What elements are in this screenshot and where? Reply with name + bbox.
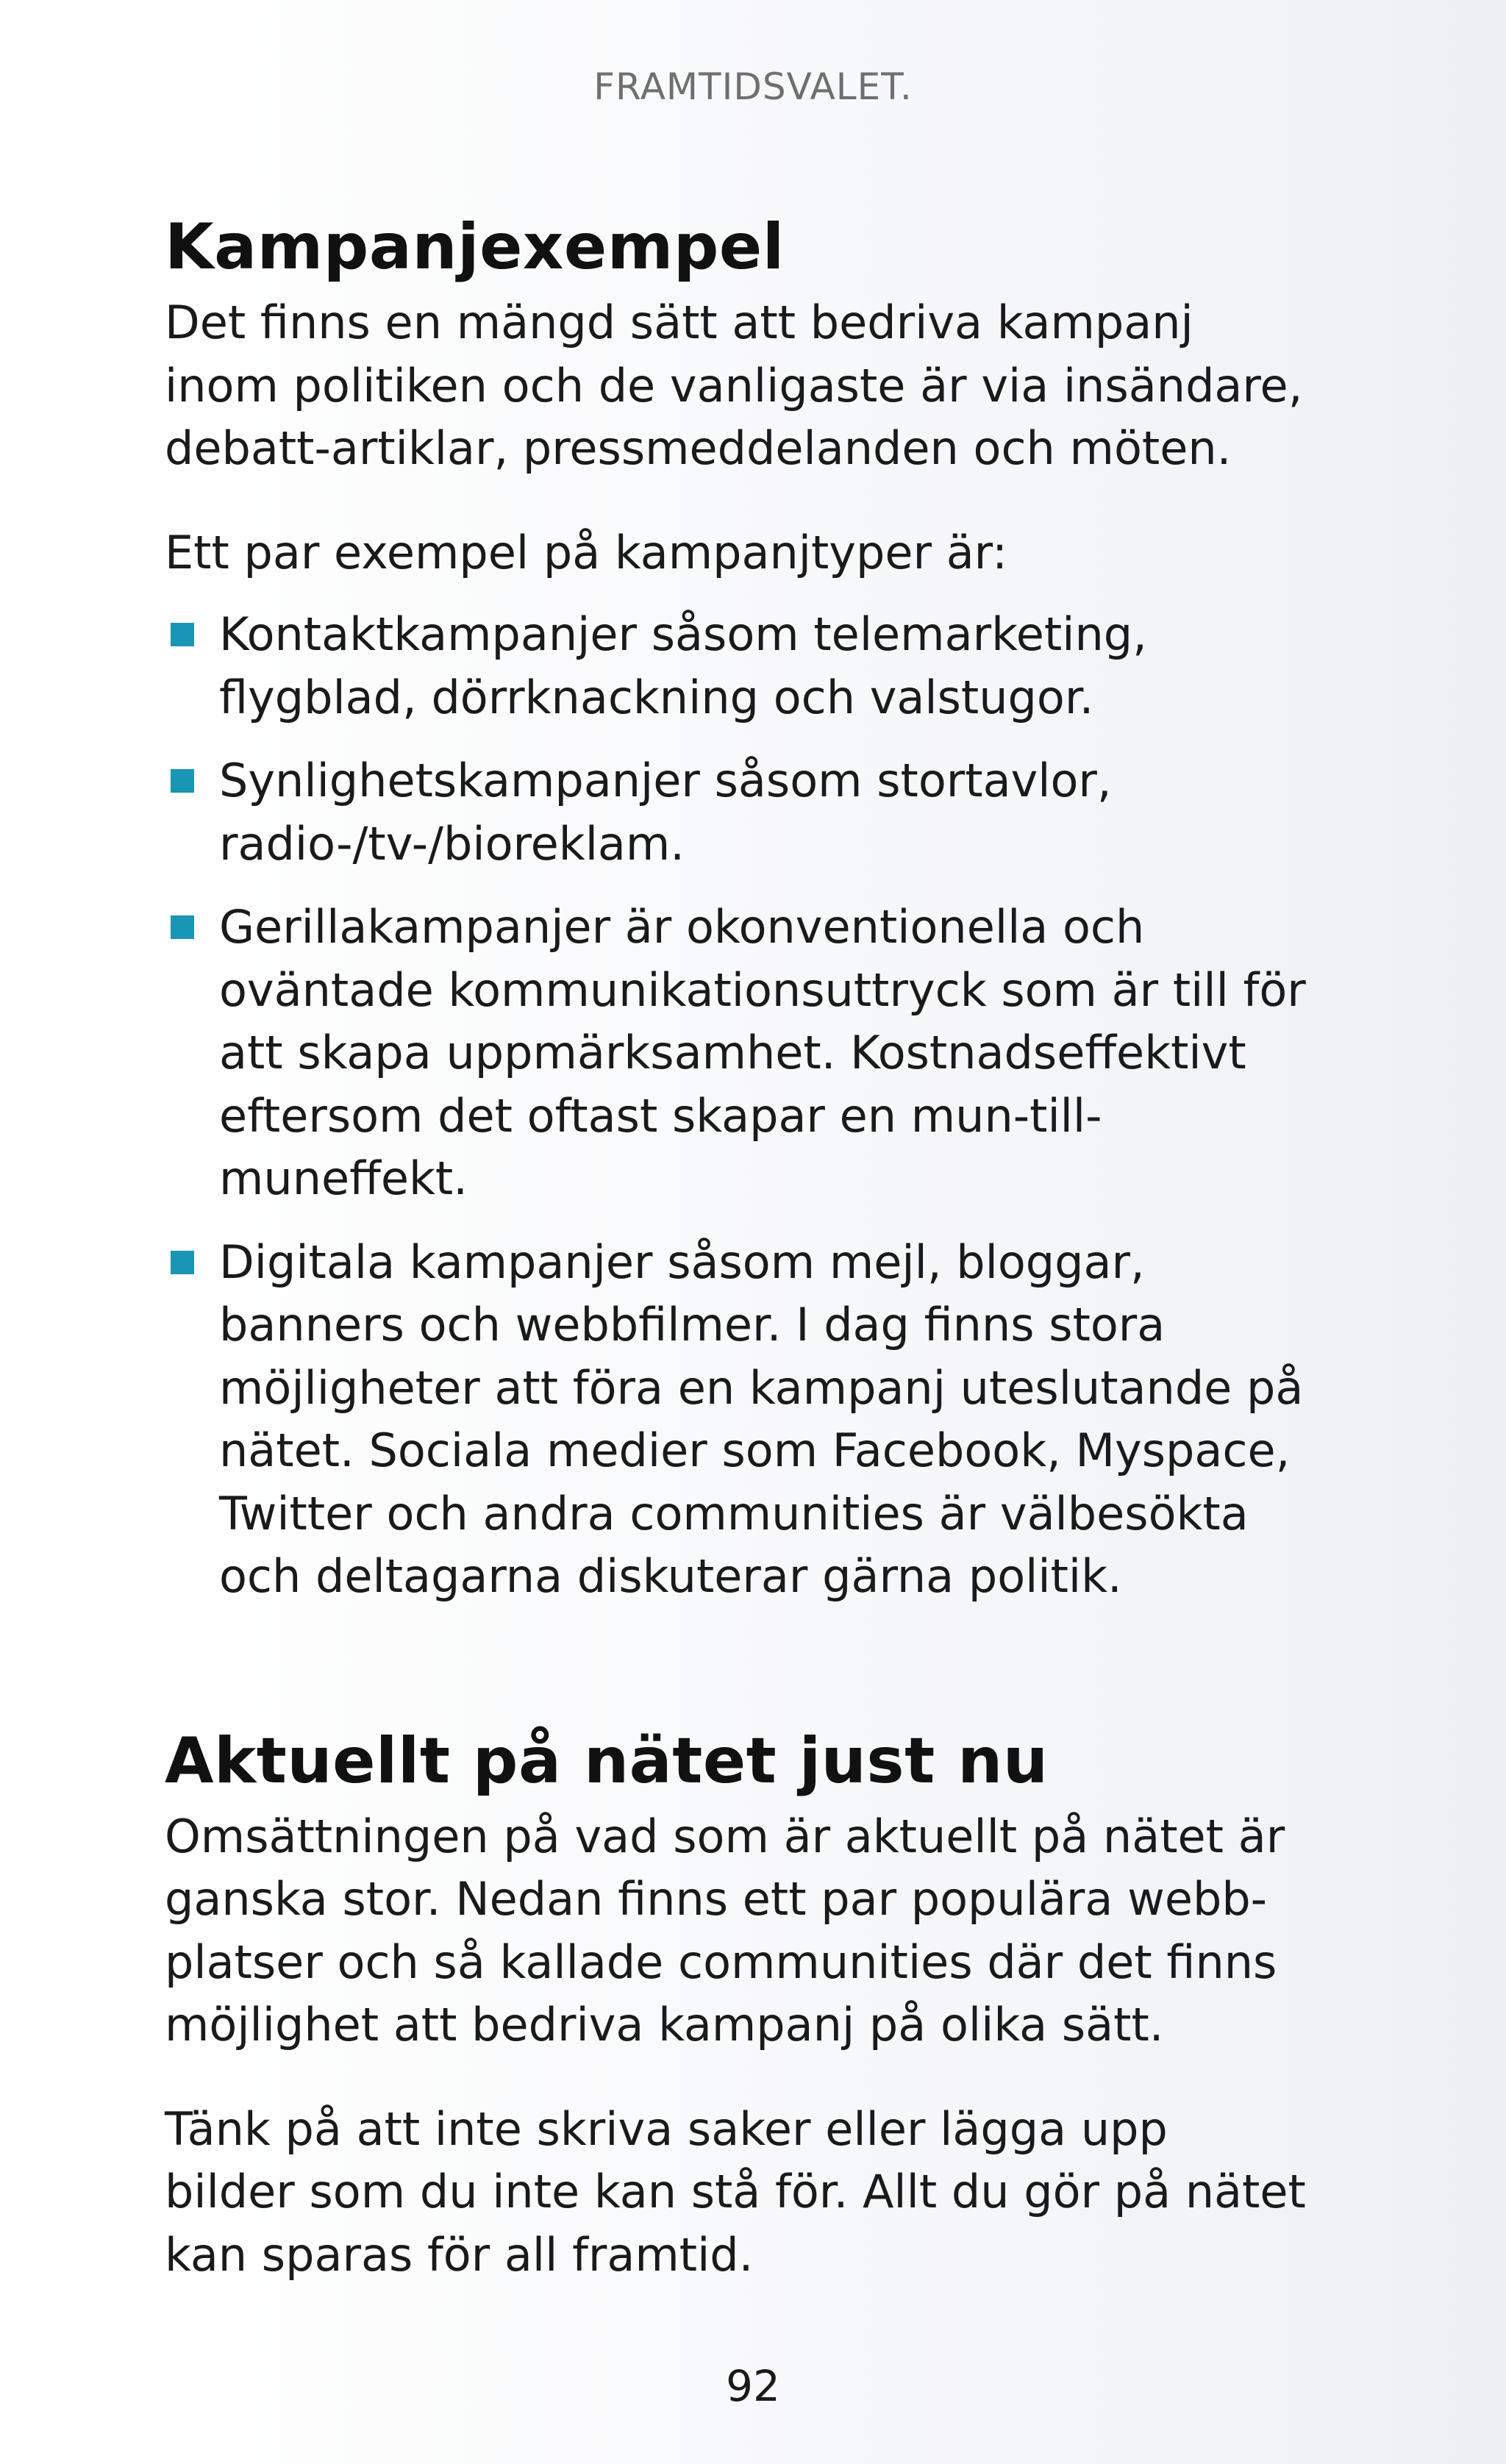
page-number: 92 bbox=[726, 2361, 780, 2411]
list-item bbox=[165, 749, 1312, 875]
square-bullet-icon bbox=[171, 769, 194, 793]
section-aktuellt bbox=[165, 1717, 1312, 2287]
campaign-types-list bbox=[165, 603, 1312, 1608]
list-item bbox=[165, 1231, 1312, 1608]
list-item-text: Digitala kampanjer såsom mejl, bloggar, banners och webbfilmer. I dag finns stora möjligheter att föra en kampanj uteslutande på nätet. Sociala medier som Facebook, Myspace, Twitter och andra communities är välbesökta och deltagarna diskuterar gärna politik. bbox=[219, 1235, 1304, 1603]
list-item bbox=[165, 603, 1312, 729]
section-heading: Aktuellt på nätet just nu bbox=[165, 1724, 1049, 1798]
body-paragraph: Tänk på att inte skriva saker eller lägga upp bilder som du inte kan stå för. Allt du gör på nätet kan sparas för all framtid. bbox=[165, 2101, 1306, 2282]
page-content bbox=[165, 203, 1312, 2286]
list-item-text: Gerillakampanjer är okonventionella och oväntade kommunikationsuttryck som är till för att skapa uppmärksamhet. Kostnadseffektivt eftersom det oftast skapar en mun-till-muneffekt. bbox=[219, 900, 1306, 1205]
intro-paragraph: Det finns en mängd sätt att bedriva kampanj inom politiken och de vanligaste är via insändare, debatt-artiklar, pressmeddelanden och möten. bbox=[165, 296, 1303, 475]
square-bullet-icon bbox=[171, 1251, 194, 1274]
square-bullet-icon bbox=[171, 915, 194, 939]
list-intro: Ett par exempel på kampanjtyper är: bbox=[165, 525, 1007, 579]
list-item-text: Synlighetskampanjer såsom stortavlor, radio-/tv-/bioreklam. bbox=[219, 754, 1112, 871]
section-kampanjexempel bbox=[165, 203, 1312, 1608]
list-item-text: Kontaktkampanjer såsom telemarketing, flygblad, dörrknackning och valstugor. bbox=[219, 607, 1147, 724]
section-heading: Kampanjexempel bbox=[165, 210, 785, 284]
square-bullet-icon bbox=[171, 623, 194, 646]
body-paragraph: Omsättningen på vad som är aktuellt på nätet är ganska stor. Nedan finns ett par populära webb-platser och så kallade communities där det finns möjlighet att bedriva kampanj på olika sätt. bbox=[165, 1809, 1285, 2051]
list-item bbox=[165, 896, 1312, 1210]
running-header: FRAMTIDSVALET. bbox=[593, 65, 913, 108]
